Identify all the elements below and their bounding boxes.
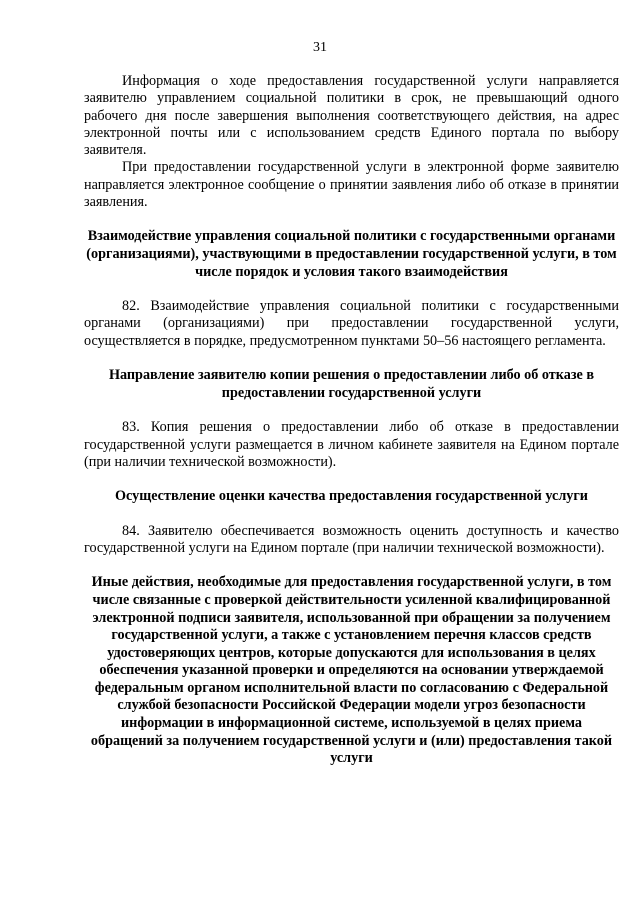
section-heading-interaction: Взаимодействие управления социальной политики с государственными органами (организациями), участвующими в предоставлении государственной услуги, в том числе порядок и условия такого взаимодействия [86,228,617,280]
paragraph-electronic-message: При предоставлении государственной услуги в электронной форме заявителю направляется электронное сообщение о принятии заявления либо об отказе в принятии заявления. [84,159,619,211]
section-heading-decision-copy: Направление заявителю копии решения о предоставлении либо об отказе в предоставлении государственной услуги [108,367,595,401]
page-number: 31 [313,40,327,55]
paragraph-83: 83. Копия решения о предоставлении либо об отказе в предоставлении государственной услуги размещается в личном кабинете заявителя на Едином портале (при наличии технической возможности). [84,419,619,470]
section-heading-quality-assessment: Осуществление оценки качества предоставления государственной услуги [115,488,588,505]
paragraph-info-progress: Информация о ходе предоставления государственной услуги направляется заявителю управлением социальной политики в срок, не превышающий одного рабочего дня после завершения выполнения соответствующего действия, на адрес электронной почты или с использованием средств Единого портала по выбору заявителя. [84,73,619,159]
paragraph-84: 84. Заявителю обеспечивается возможность оценить доступность и качество государственной услуги на Едином портале (при наличии технической возможности). [84,522,619,557]
paragraph-82: 82. Взаимодействие управления социальной политики с государственными органами (организациями) при предоставлении государственной услуги, осуществляется в порядке, предусмотренном пунктами 50–56 настоящего регламента. [84,298,619,349]
document-body [84,73,619,768]
section-heading-other-actions: Иные действия, необходимые для предоставления государственной услуги, в том числе связанные с проверкой действительности усиленной квалифицированной электронной подписи заявителя, использованной при обращении за получением государственной услуги, а также с установлением перечня классов средств удостоверяющих центров, которые допускаются для использования в целях обеспечения указанной проверки и определяются на основании утверждаемой федеральным органом исполнительной власти по согласованию с Федеральной службой безопасности Российской Федерации модели угроз безопасности информации в информационной системе, используемой в целях приема обращений за получением государственной услуги и (или) предоставления такой услуги [90,574,613,767]
